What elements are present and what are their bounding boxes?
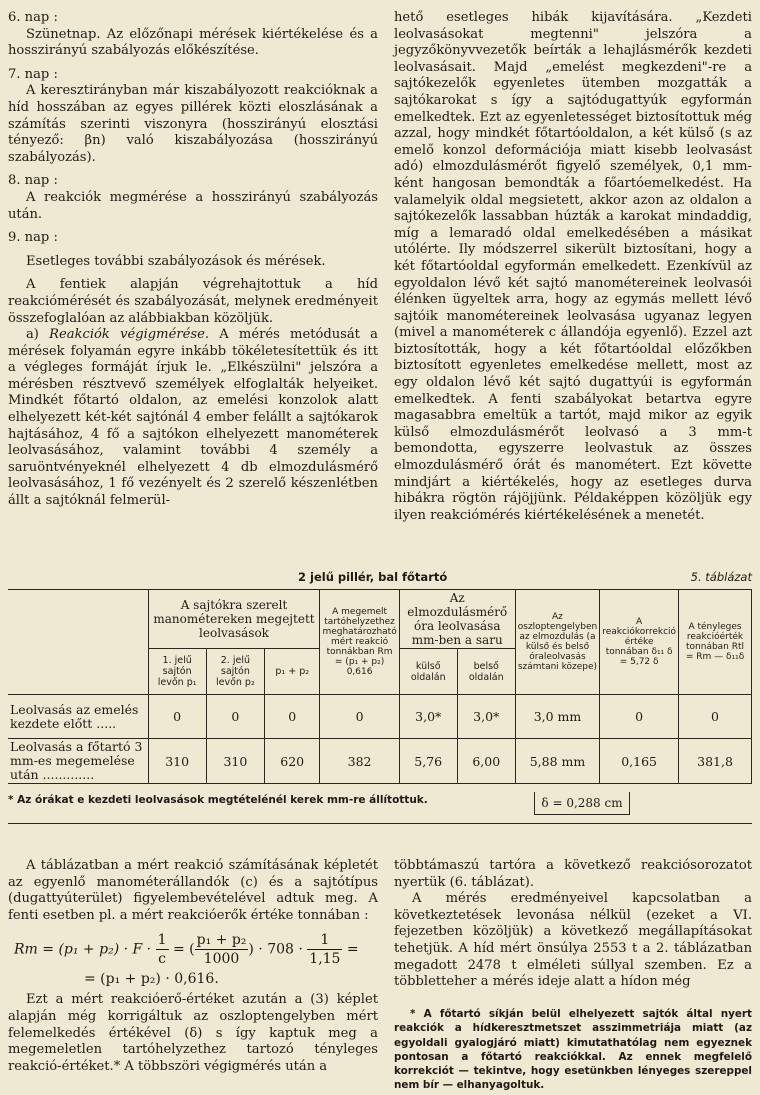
measurement-table <box>8 589 752 784</box>
fraction-one-over-115 <box>307 931 342 968</box>
footnote <box>394 1007 752 1093</box>
formula-intro: A táblázatban a mért reakció számításának képletét az egyenlő manométerállandók (c) és a sajtótípus (dugattyúterület) figyelembevételével adtuk meg. A fenti esetben pl. a mért reakcióerők értéke tonnában : <box>8 858 378 923</box>
table-note: * Az órákat e kezdeti leolvasások megtételénél kerek mm-re állítottuk. <box>8 794 428 806</box>
day7-text: A keresztirányban már kiszabályozott reakcióknak a híd hosszában az egyes pillérek közti eloszlásának a számítás szerinti viszonyra (hosszirányú elosztási tényező: βn) való kiszabályozása (hosszirányú szabályozás). <box>8 83 378 165</box>
fraction-numerator: 1 <box>307 931 342 950</box>
right-column-text: hető esetleges hibák kijavítására. „Kezdeti leolvasásokat megtenni" jelszóra a jegyzőkönyvvezetők beírták a lehajlásmérők kezdeti leolvasásait. Majd „emelést megkezdeni"-re a sajtókezelők egyenletes ütemben mozgatták a sajtókarokat s így a sajtódugattyúk egyformán emelkedtek. Ezt az egyenletességet biztosítottuk még azzal, hogy mindkét főtartóoldalon, a két külső (s az emelő konzol deformációja miatt kisebb leolvasást adó) elmozdulásmérőt figyelő személyek, 0,1 mm-ként hangosan bemondták a főartóemelkedést. Ha valamelyik oldal megsietett, akkor azon az oldalon a sajtókezelők lassabban húzták a karokat mindaddig, míg a lemaradó oldal emelkedésében a másikat utólérte. Ily módszerrel sikerült biztosítani, hogy a két főtartóoldal egyformán emelkedett. Ezenkívül az egyoldalon lévő két sajtó manométereinek leolvasói élénken ügyeltek arra, hogy az egymás mellett lévő sajtóik manométereinek leolvasása ugyanaz legyen (mivel a manométerek c állandója egyenlő). Ezzel azt biztosították, hogy a két főtartóoldal előzőkben biztosított egyenletes emelkedése mellett, most az egy oldalon lévő két sajtó dugattyúi is egyformán emelkedtek. A fenti szabályokat betartva egyre magasabbra emeltük a tartót, majd mikor az egyik külső elmozdulásmérőt leolvasó a 3 mm-t bemondotta, egyszerre leolvastuk az összes elmozdulásmérő órát és manométert. Ezt követte mindjárt a kiértékelés, hogy az esetleges durva hibákra rögtön rájöjjünk. Példaképpen közöljük egy ilyen reakciómérés kiértékelésének a menetét. <box>394 10 752 523</box>
table-title: 2 jelű pillér, bal főtartó <box>298 570 448 584</box>
header-correction: A reakciókorrekció értéke tonnában δ₁₁ δ = 5,72 δ <box>600 590 679 695</box>
fraction-one-over-c <box>156 931 169 968</box>
cell-correction: 0 <box>600 695 679 739</box>
day6-heading: 6. nap : <box>8 10 58 25</box>
formula-trailing-equals: = <box>346 941 359 958</box>
header-axis-displacement: Az oszloptengelyben az elmozdulás (a külső és belső óraleolvasás számtani közepe) <box>515 590 599 695</box>
reaction-formula <box>14 931 378 988</box>
header-outer: külső oldalán <box>399 649 457 695</box>
header-p1: 1. jelű sajtón levőn p₁ <box>148 649 206 695</box>
left-column <box>8 10 378 510</box>
row-label: Leolvasás az emelés kezdete előtt ..... <box>8 695 148 739</box>
cell-correction: 0,165 <box>600 739 679 784</box>
formula-result: = (p₁ + p₂) · 0,616. <box>84 971 219 988</box>
formula-equals-open: = ( <box>172 941 195 958</box>
cell-actual: 381,8 <box>679 739 752 784</box>
table-row <box>8 739 752 784</box>
formula-middle: ) · 708 · <box>248 941 303 958</box>
formula-lhs: Rm = (p₁ + p₂) · F · <box>14 941 152 958</box>
cell-axis: 5,88 mm <box>515 739 599 784</box>
day7-heading: 7. nap : <box>8 66 58 82</box>
cell-rm: 0 <box>320 695 399 739</box>
header-inner: belső oldalán <box>457 649 515 695</box>
fraction-numerator: p₁ + p₂ <box>196 932 247 949</box>
footnote-text: * A főtartó síkján belül elhelyezett sajtók által nyert reakciók a hídkeresztmetszet asszimmetriája miatt (az egyoldali gyalogjáró miatt) kimutathatólag nem egyeznek pontosan a főtartó reakciókkal. Az ennek megfelelő korrekciót — tekintve, hogy esetünkben lényeges szereppel nem bír — elhanyagoltuk. <box>394 1008 752 1092</box>
series-paragraph: többtámaszú tartóra a következő reakciósorozatot nyertük (6. táblázat). <box>394 858 752 890</box>
cell-p1: 0 <box>148 695 206 739</box>
day6-text: Szünetnap. Az előzőnapi mérések kiértékelése és a hosszirányú szabályozás előkészítése. <box>8 26 378 59</box>
fraction-numerator: 1 <box>157 932 167 949</box>
correction-paragraph: Ezt a mért reakcióerő-értéket azután a (3) képlet alapján még korrigáltuk az oszloptengelyben mért felemelkedés értékével (δ) s így kaptuk meg a megemeletlen tartóhelyzethez tartozó tényleges reakció-értéket.* A többszöri végigmérés után a <box>8 992 378 1074</box>
day8-text: A reakciók megmérése a hosszirányú szabályozás után. <box>8 189 378 222</box>
section-a-text: A mérés metódusát a mérések folyamán egyre inkább tökéletesítettük és itt a végleges formáját írjuk le. „Elkészülni" jelszóra a mérésben résztvevő személyek elfoglalták helyeiket. Mindkét főtartó oldalon, az emelési konzolok alatt elhelyezett két-két sajtónál 4 ember felállt a sajtókarok hajtásához, 4 fő a sajtókon elhelyezett manométerek leolvasásához, valamint további 4 személy a saruöntvényeknél elhelyezett 4 db elmozdulásmérő leolvasásához, 1 fő vezényelt és 2 szerelő készenlétben állt a sajtóknál felmerül- <box>8 327 378 509</box>
cell-p2: 310 <box>206 739 264 784</box>
header-manometer-group: A sajtókra szerelt manométereken megejtett leolvasások <box>148 590 320 649</box>
fraction-denominator: 1000 <box>203 951 240 968</box>
section-a-paragraph <box>8 327 378 510</box>
cell-inner: 6,00 <box>457 739 515 784</box>
table-number: 5. táblázat <box>690 570 752 584</box>
cell-outer: 3,0* <box>399 695 457 739</box>
cell-inner: 3,0* <box>457 695 515 739</box>
cell-p1: 310 <box>148 739 206 784</box>
row-label: Leolvasás a főtartó 3 mm-es megemelése után ............. <box>8 739 148 784</box>
day8-heading: 8. nap : <box>8 173 58 189</box>
cell-sum: 0 <box>264 695 319 739</box>
cell-sum: 620 <box>264 739 319 784</box>
right-column <box>394 10 752 524</box>
cell-actual: 0 <box>679 695 752 739</box>
header-empty <box>8 590 148 695</box>
header-p2: 2. jelű sajtón levőn p₂ <box>206 649 264 695</box>
cell-axis: 3,0 mm <box>515 695 599 739</box>
lower-left-column <box>8 858 378 1075</box>
delta-value: δ = 0,288 cm <box>534 792 630 815</box>
day9-heading: 9. nap : <box>8 230 58 246</box>
header-sum: p₁ + p₂ <box>264 649 319 695</box>
fraction-denominator: 1,15 <box>309 951 341 968</box>
lower-right-column <box>394 858 752 991</box>
day9-text: Esetleges további szabályozások és mérések. <box>26 253 326 269</box>
intro-paragraph: A fentiek alapján végrehajtottuk a híd reakciómérését és szabályozását, melynek eredményeit összefoglalóan az alábbiakban közöljük. <box>8 277 378 326</box>
section-a-label: a) <box>26 327 39 343</box>
header-reaction: A megemelt tartóhelyzethez meghatározható mért reakció tonnákban Rm = (p₁ + p₂) 0,616 <box>320 590 399 695</box>
table-row <box>8 695 752 739</box>
fraction-denominator: c <box>158 951 166 968</box>
divider <box>8 823 752 824</box>
fraction-p-over-1000 <box>195 931 249 968</box>
section-a-title: Reakciók végigmérése. <box>49 327 209 343</box>
conclusions-paragraph: A mérés eredményeivel kapcsolatban a következtetések levonása nélkül (ezeket a VI. fejezetben közöljük) a következő megállapításokat tehetjük. A híd mért önsúlya 2553 t a 2. táblázatban megadott 2478 t elméleti súllyal szemben. Ez a többletteher a mérés ideje alatt a hídon még <box>394 891 752 990</box>
header-actual-reaction: A tényleges reakcióérték tonnában Rtl = Rm — δ₁₁δ <box>679 590 752 695</box>
cell-p2: 0 <box>206 695 264 739</box>
cell-outer: 5,76 <box>399 739 457 784</box>
header-displacement-group: Az elmozdulásmérő óra leolvasása mm-ben a saru <box>399 590 515 649</box>
cell-rm: 382 <box>320 739 399 784</box>
